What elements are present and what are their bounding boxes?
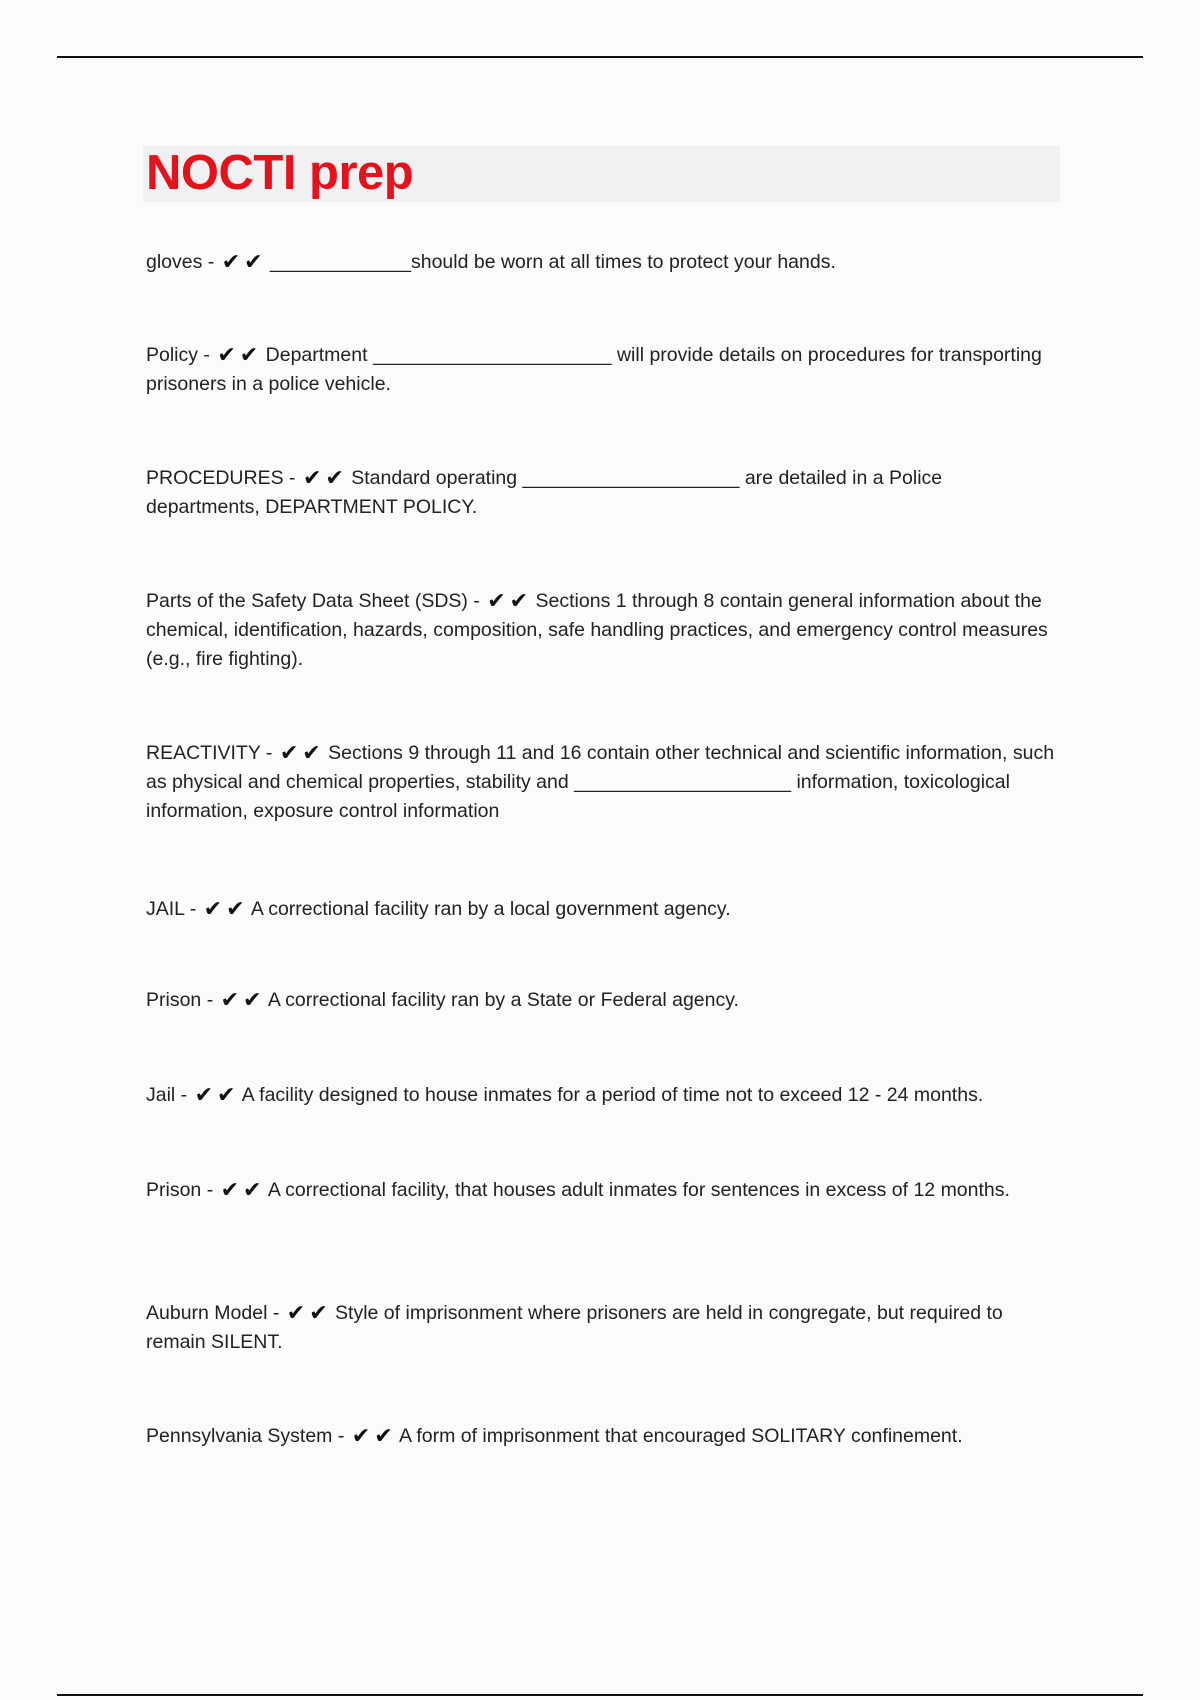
checkmark-icon: ✔ [302, 465, 322, 490]
entry-term: Auburn Model - [146, 1302, 285, 1324]
flashcard-entry [146, 587, 1061, 674]
flashcard-entry [146, 1176, 1061, 1205]
flashcard-entry [146, 464, 1061, 522]
checkmark-icon: ✔ [217, 342, 236, 367]
checkmark-icon: ✔ [279, 740, 299, 765]
flashcard-entry [146, 1422, 1061, 1451]
flashcard-entry [146, 739, 1061, 826]
checkmark-icon: ✔ [226, 896, 245, 921]
checkmark-icon: ✔ [509, 588, 529, 613]
checkmark-icon: ✔ [374, 1423, 393, 1448]
entry-term: Pennsylvania System - [146, 1425, 350, 1447]
flashcard-entry [146, 986, 1061, 1015]
checkmark-icon: ✔ [217, 1082, 236, 1107]
entry-definition: Standard operating ____________________ are detailed in a Police departments, DEPARTMENT POLICY. [146, 467, 943, 518]
entry-definition: Sections 1 through 8 contain general information about the chemical, identification, hazards, composition, safe handling practices, and emergency control measures (e.g., fire fighting). [146, 590, 1048, 670]
entry-term: PROCEDURES - [146, 467, 301, 489]
entry-term: Jail - [146, 1084, 193, 1106]
entry-term: Prison - [146, 1179, 219, 1201]
checkmark-icon: ✔ [286, 1300, 306, 1325]
entry-definition: Department ______________________ will provide details on procedures for transporting prisoners in a police vehicle. [146, 344, 1042, 395]
entry-definition: A correctional facility ran by a local government agency. [246, 898, 731, 920]
entry-definition: A correctional facility ran by a State or Federal agency. [263, 989, 739, 1011]
entry-term: Prison - [146, 989, 219, 1011]
entry-term: JAIL - [146, 898, 202, 920]
checkmark-icon: ✔ [220, 987, 240, 1012]
header-rule [57, 56, 1143, 58]
entry-term: gloves - [146, 251, 220, 273]
checkmark-icon: ✔ [325, 465, 344, 490]
entry-definition: A correctional facility, that houses adult inmates for sentences in excess of 12 months. [263, 1179, 1010, 1201]
flashcard-entry [146, 1299, 1061, 1357]
entry-definition: A form of imprisonment that encouraged SOLITARY confinement. [394, 1425, 963, 1447]
checkmark-icon: ✔ [351, 1423, 371, 1448]
entry-term: REACTIVITY - [146, 742, 278, 764]
checkmark-icon: ✔ [243, 987, 262, 1012]
entry-definition: _____________should be worn at all times to protect your hands. [264, 251, 836, 273]
flashcard-entry [146, 248, 1061, 277]
checkmark-icon: ✔ [221, 249, 241, 274]
checkmark-icon: ✔ [243, 1177, 262, 1202]
checkmark-icon: ✔ [487, 588, 506, 613]
footer-rule [57, 1694, 1143, 1696]
entry-definition: Sections 9 through 11 and 16 contain other technical and scientific information, such as physical and chemical properties, stability and ____________________ information, toxicological information, exposure control information [146, 742, 1055, 822]
checkmark-icon: ✔ [302, 740, 321, 765]
checkmark-icon: ✔ [239, 342, 259, 367]
checkmark-icon: ✔ [244, 249, 263, 274]
flashcard-entry [146, 895, 1061, 924]
flashcard-entry [146, 1081, 1061, 1110]
checkmark-icon: ✔ [203, 896, 223, 921]
page-title: NOCTI prep [146, 146, 414, 200]
entry-term: Parts of the Safety Data Sheet (SDS) - [146, 590, 486, 612]
entry-definition: Style of imprisonment where prisoners are held in congregate, but required to remain SILENT. [146, 1302, 1003, 1353]
entry-definition: A facility designed to house inmates for a period of time not to exceed 12 - 24 months. [237, 1084, 984, 1106]
flashcard-entry [146, 341, 1061, 399]
checkmark-icon: ✔ [309, 1300, 328, 1325]
entry-term: Policy - [146, 344, 216, 366]
checkmark-icon: ✔ [220, 1177, 240, 1202]
checkmark-icon: ✔ [194, 1082, 214, 1107]
